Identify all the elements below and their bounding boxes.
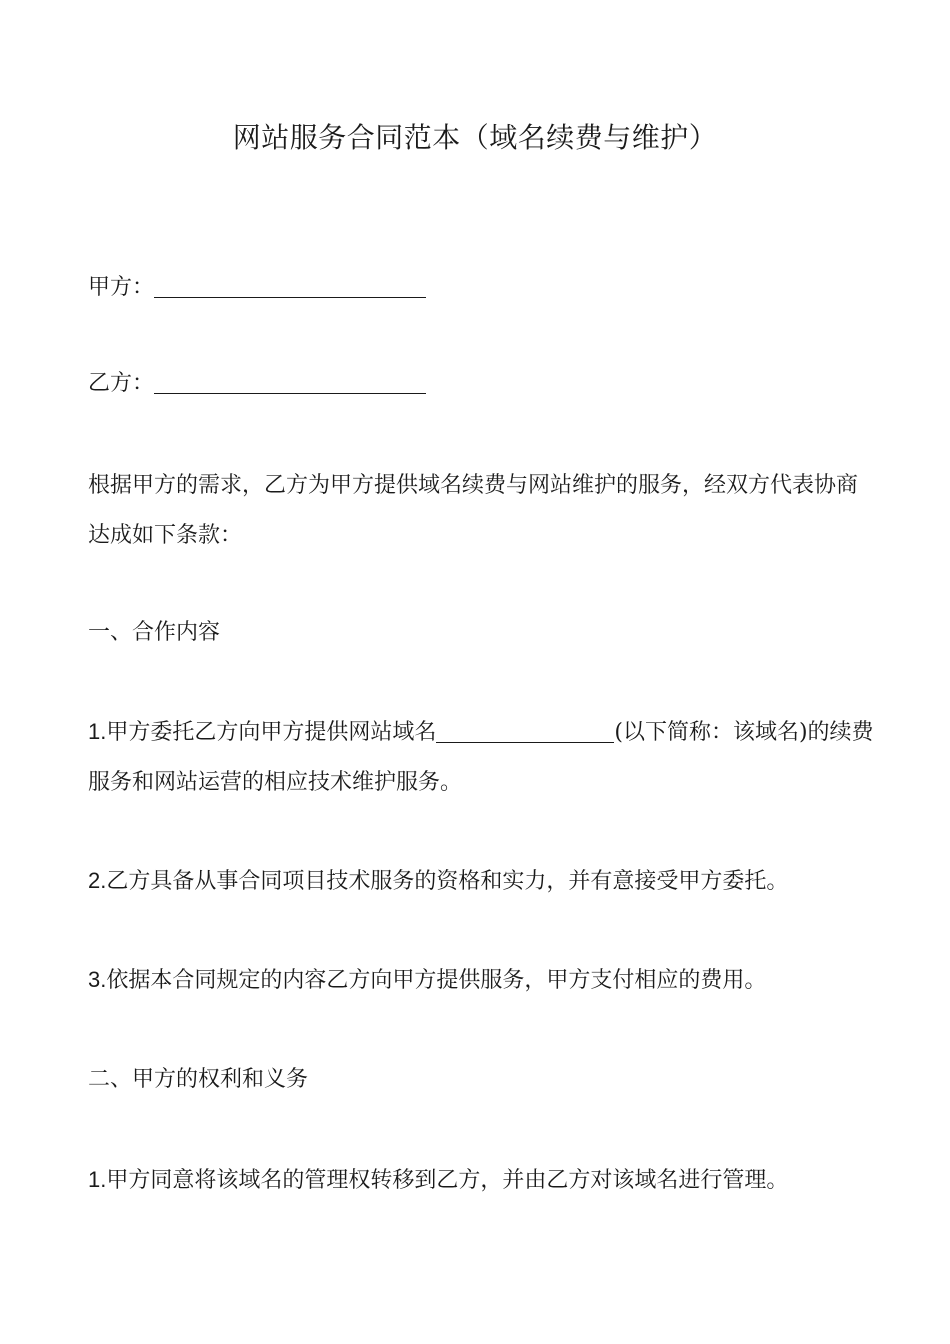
document-title: 网站服务合同范本（域名续费与维护） — [232, 121, 718, 154]
party-b-line — [88, 361, 868, 407]
section1-item3 — [88, 957, 868, 1004]
section1-item2 — [88, 858, 868, 905]
party-b-label: 乙方： — [88, 371, 155, 396]
section1-item2-number: 2. — [88, 868, 107, 893]
party-a-label: 甲方： — [88, 275, 155, 300]
party-b-blank — [154, 392, 426, 394]
section1-item1-text-after: (以下简称：该域名)的续费服务和网站运营的相应技术维护服务。 — [88, 720, 874, 795]
section1-item2-text: 乙方具备从事合同项目技术服务的资格和实力，并有意接受甲方委托。 — [106, 869, 789, 894]
section2-item1-number: 1. — [88, 1167, 107, 1192]
party-a-line — [88, 265, 868, 311]
section2-heading: 二、甲方的权利和义务 — [88, 1067, 309, 1092]
section2-item1 — [88, 1157, 868, 1204]
section1-item1-number: 1. — [88, 719, 107, 744]
section1-item1 — [88, 707, 878, 808]
section1-item3-text: 依据本合同规定的内容乙方向甲方提供服务，甲方支付相应的费用。 — [106, 968, 767, 993]
section1-item1-text-before: 甲方委托乙方向甲方提供网站域名 — [106, 720, 437, 745]
section1-item3-number: 3. — [88, 967, 107, 992]
domain-blank — [436, 741, 614, 743]
section2-item1-text: 甲方同意将该域名的管理权转移到乙方，并由乙方对该域名进行管理。 — [106, 1168, 789, 1193]
intro-paragraph: 根据甲方的需求，乙方为甲方提供域名续费与网站维护的服务，经双方代表协商达成如下条款： — [88, 473, 859, 548]
party-a-blank — [154, 296, 426, 298]
section1-heading: 一、合作内容 — [88, 620, 221, 645]
